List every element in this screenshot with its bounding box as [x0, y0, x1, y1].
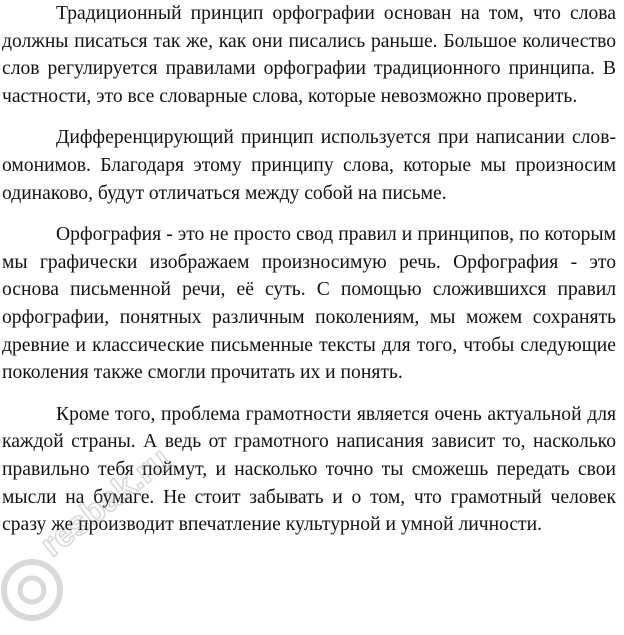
- paragraph-orthography-definition: Орфография - это не просто свод правил и принципов, по которым мы графически изображаем произносимую речь. Орфография - это основа письменной речи, её суть. С помощью сложившихся правил орфографии, понятных различным поколениям, мы можем сохранять древние и классические письменные тексты для того, чтобы следующие поколения также смогли прочитать их и понять.: [2, 224, 616, 384]
- watermark-ring-icon: [4, 562, 60, 618]
- paragraph-traditional-principle: Традиционный принцип орфографии основан на том, что слова должны писаться так же, как они писались раньше. Большое количество слов регулируется правилами орфографии традиционного принципа. В частности, это все словарные слова, которые невозможно проверить.: [2, 3, 616, 107]
- watermark-text: resbak.ru: [33, 440, 178, 565]
- paragraph-literacy-importance: Кроме того, проблема грамотности является очень актуальной для каждой страны. А ведь от грамотного написания зависит то, насколько правильно тебя поймут, и насколько точно ты сможешь передать свои мысли на бумаге. Не стоит забывать и о том, что грамотный человек сразу же производит впечатление культурной и умной личности.: [2, 403, 616, 536]
- paragraph-differentiating-principle: Дифференцирующий принцип используется при написании слов-омонимов. Благодаря этому принципу слова, которые мы произносим одинаково, будут отличаться между собой на письме.: [2, 127, 616, 204]
- document-text: [2, 0, 616, 553]
